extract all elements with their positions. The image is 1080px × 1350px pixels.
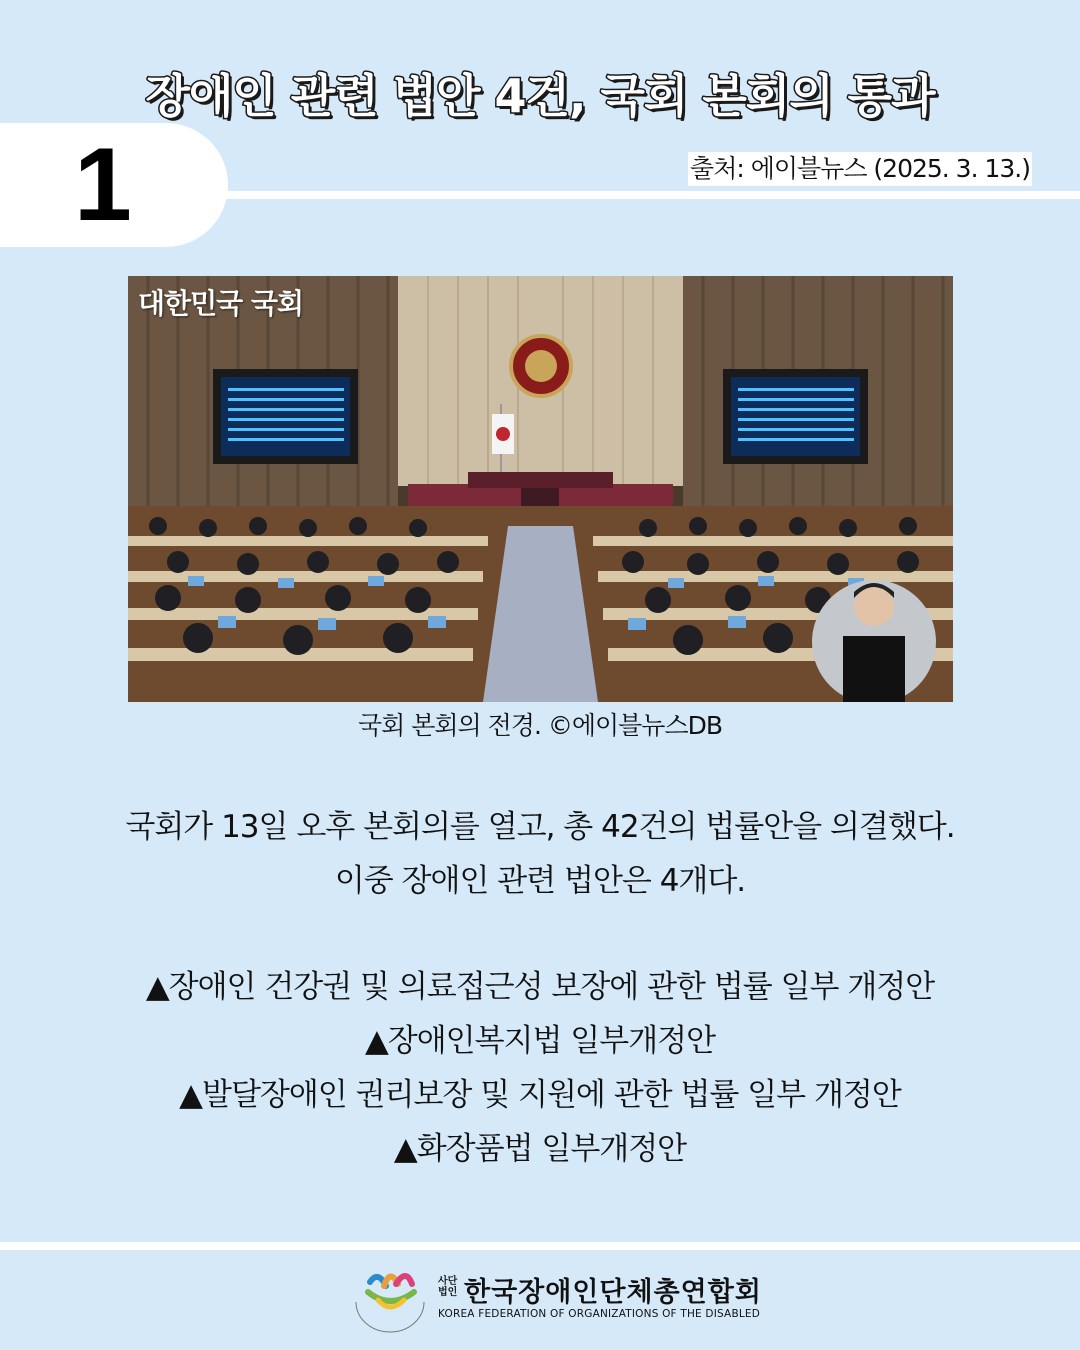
- org-name-english: KOREA FEDERATION OF ORGANIZATIONS OF THE DISABLED: [438, 1308, 761, 1320]
- list-item: ▲화장품법 일부개정안: [393, 1131, 687, 1167]
- list-item: ▲장애인 건강권 및 의료접근성 보장에 관한 법률 일부 개정안: [145, 969, 935, 1005]
- org-footer: [348, 1262, 768, 1334]
- footer-divider: [0, 1242, 1080, 1250]
- page-title: 장애인 관련 법안 4건, 국회 본회의 통과: [145, 69, 935, 123]
- list-item: ▲장애인복지법 일부개정안: [364, 1023, 716, 1059]
- article-summary: [0, 800, 1080, 908]
- org-logo-icon: [348, 1262, 430, 1334]
- item-number-tab: [0, 123, 228, 247]
- summary-line-1: 국회가 13일 오후 본회의를 열고, 총 42건의 법률안을 의결했다.: [125, 809, 955, 845]
- photo-watermark: 대한민국 국회: [138, 287, 304, 320]
- photo-caption: 국회 본회의 전경. ©에이블뉴스DB: [358, 711, 722, 740]
- org-prefix: 사단 법인: [438, 1276, 458, 1298]
- org-name-korean: 한국장애인단체총연합회: [464, 1277, 762, 1308]
- source-label: 출처: 에이블뉴스 (2025. 3. 13.): [688, 152, 1032, 186]
- item-number: 1: [74, 127, 132, 243]
- assembly-photo: [128, 276, 953, 702]
- bill-list: [0, 960, 1080, 1176]
- summary-line-2: 이중 장애인 관련 법안은 4개다.: [334, 863, 746, 899]
- list-item: ▲발달장애인 권리보장 및 지원에 관한 법률 일부 개정안: [179, 1077, 901, 1113]
